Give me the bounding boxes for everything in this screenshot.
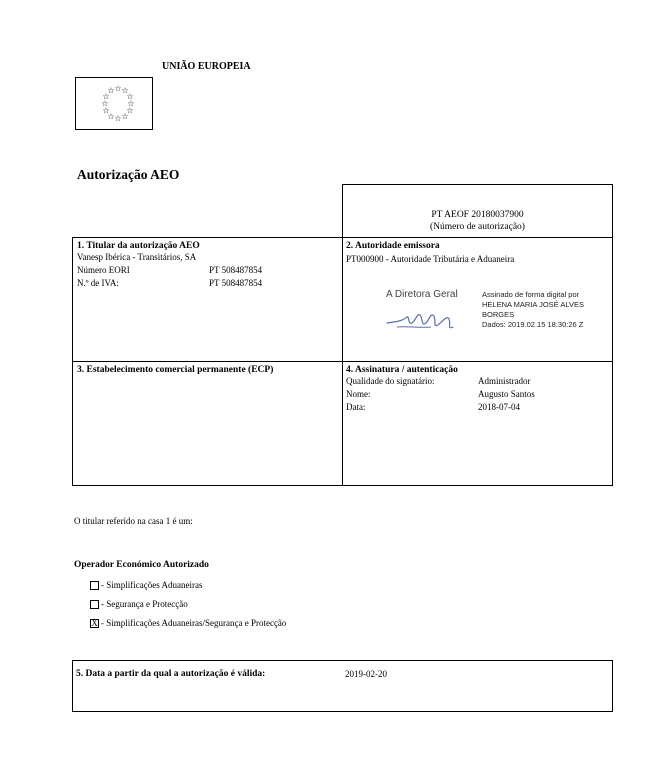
- authorization-number-box: [342, 184, 613, 238]
- digital-signature-info: [482, 290, 584, 330]
- option-combined: [90, 618, 286, 628]
- eu-label: UNIÃO EUROPEIA: [162, 61, 251, 72]
- svg-text:☆: ☆: [102, 106, 110, 115]
- date-value: 2018-07-04: [478, 402, 520, 412]
- name-value: Augusto Santos: [478, 389, 535, 399]
- box-authority: [346, 241, 610, 266]
- option-label: - Simplificações Aduaneiras: [101, 580, 203, 590]
- vat-value: PT 508487854: [209, 278, 263, 288]
- option-security-safety: [90, 599, 188, 609]
- svg-text:☆: ☆: [126, 92, 134, 101]
- checkbox-icon: [90, 600, 99, 609]
- validity-date-box: [72, 660, 613, 712]
- option-label: - Simplificações Aduaneiras/Segurança e Protecção: [101, 618, 287, 628]
- svg-text:☆: ☆: [101, 99, 109, 108]
- svg-text:☆: ☆: [126, 106, 134, 115]
- box-titular: [77, 241, 339, 290]
- validity-date: 2019-02-20: [345, 669, 387, 679]
- option-customs-simplifications: [90, 580, 202, 590]
- page-title: Autorização AEO: [77, 167, 180, 182]
- box3-title: 3. Estabelecimento comercial permanente (ECP): [77, 365, 274, 375]
- box-signature: [346, 365, 610, 414]
- main-grid: [72, 237, 613, 486]
- authorization-number: PT AEOF 20180037900: [431, 210, 524, 220]
- box5-title: 5. Data a partir da qual a autorização é válida:: [76, 669, 266, 679]
- signature-line: Assinado de forma digital por: [482, 290, 580, 299]
- titular-reference: O titular referido na casa 1 é um:: [74, 516, 193, 526]
- box4-title: 4. Assinatura / autenticação: [346, 365, 458, 375]
- svg-text:☆: ☆: [127, 99, 135, 108]
- eu-flag: [75, 77, 153, 130]
- svg-text:☆: ☆: [107, 112, 115, 121]
- signature-line: BORGES: [482, 310, 515, 319]
- box1-title: 1. Titular da autorização AEO: [77, 241, 200, 251]
- svg-text:☆: ☆: [114, 114, 122, 123]
- checkbox-icon: [90, 581, 99, 590]
- eori-label: Número EORI: [77, 265, 130, 275]
- date-label: Data:: [346, 402, 366, 412]
- svg-text:☆: ☆: [107, 86, 115, 95]
- checkbox-icon: X: [91, 617, 98, 628]
- signer-role: A Diretora Geral: [386, 289, 458, 300]
- vat-label: N.º de IVA:: [77, 278, 119, 288]
- handwritten-signature: [383, 303, 463, 333]
- issuing-authority: PT000900 - Autoridade Tributária e Aduaneira: [346, 254, 515, 264]
- quality-label: Qualidade do signatário:: [346, 376, 435, 386]
- svg-text:☆: ☆: [114, 84, 122, 93]
- quality-value: Administrador: [478, 376, 531, 386]
- eori-value: PT 508487854: [209, 265, 263, 275]
- eu-stars-icon: [76, 78, 152, 129]
- option-label: - Segurança e Protecção: [101, 599, 188, 609]
- name-label: Nome:: [346, 389, 371, 399]
- company-name: Vanesp Ibérica - Transitários, SA: [77, 252, 197, 262]
- operator-title: Operador Económico Autorizado: [74, 560, 209, 570]
- authorization-number-label: (Número de autorização): [430, 222, 525, 232]
- signature-line: Dados: 2019.02.15 18:30:26 Z: [482, 320, 584, 329]
- svg-text:☆: ☆: [121, 112, 129, 121]
- svg-text:☆: ☆: [121, 86, 129, 95]
- box2-title: 2. Autoridade emissora: [346, 241, 440, 251]
- signature-line: HELENA MARIA JOSÉ ALVES: [482, 300, 584, 309]
- svg-text:☆: ☆: [102, 92, 110, 101]
- box-ecp: [77, 365, 339, 375]
